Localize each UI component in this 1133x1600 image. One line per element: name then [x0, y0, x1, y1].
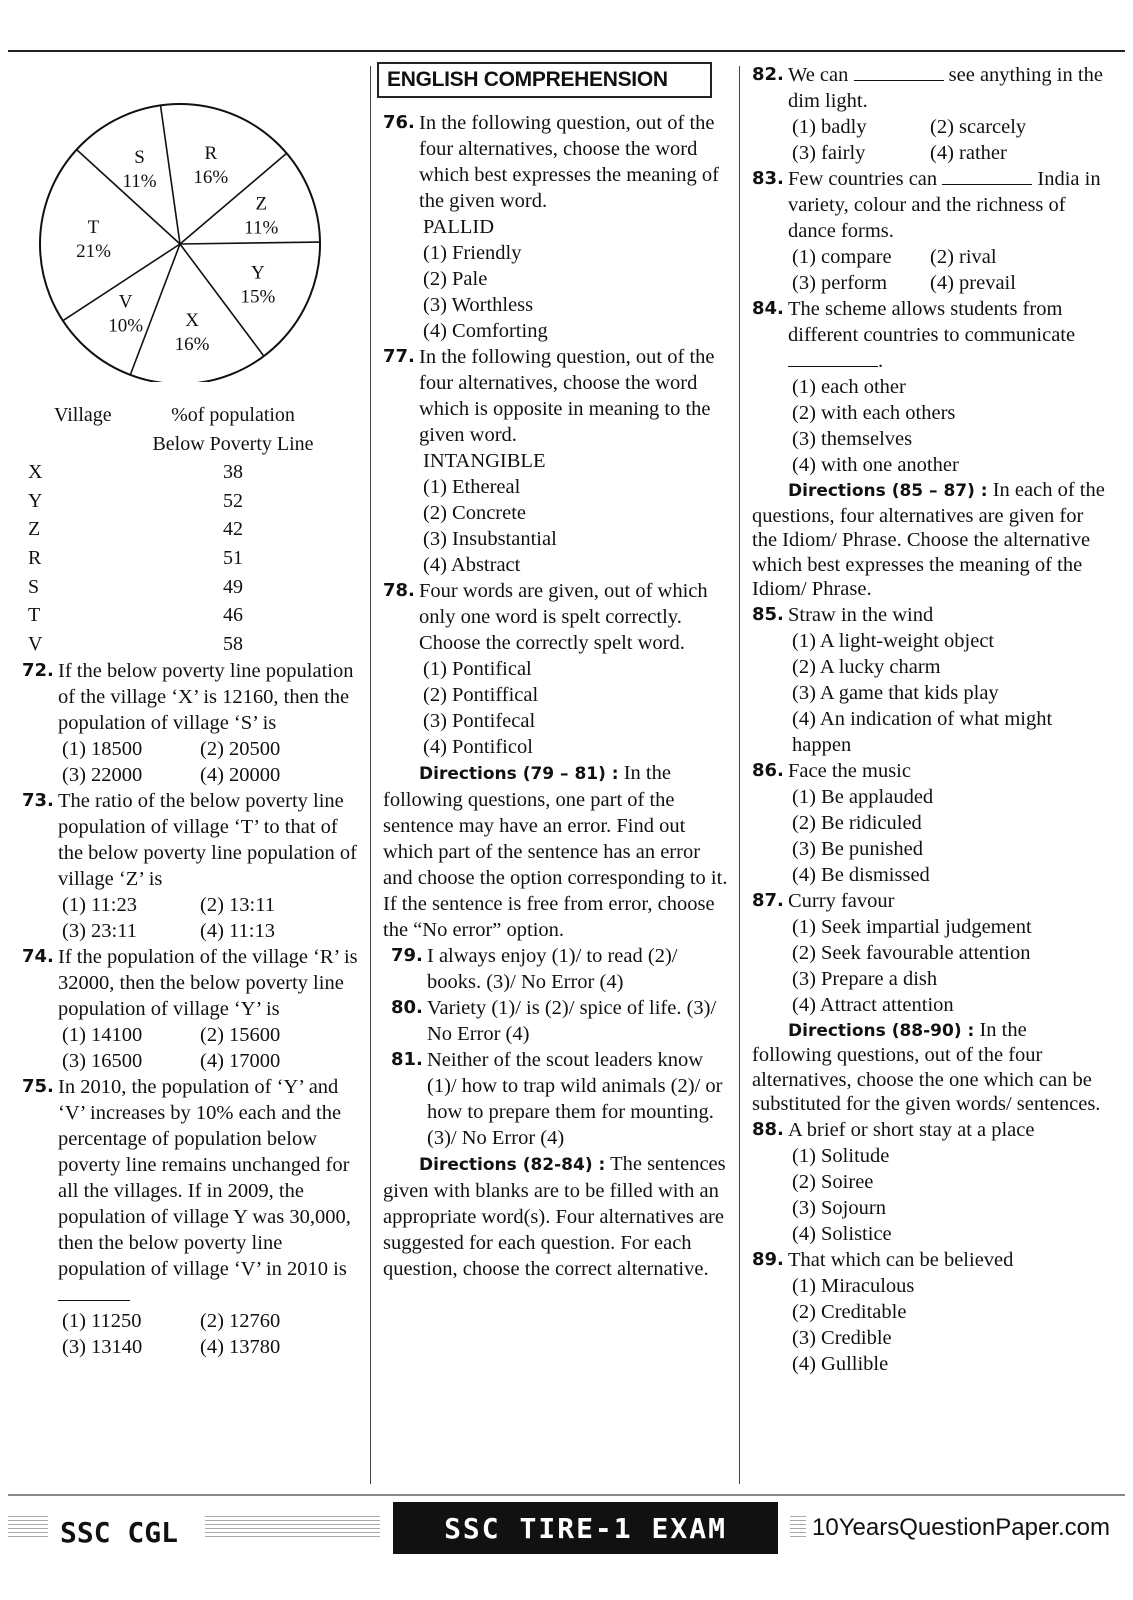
- option: (1) badly: [792, 116, 867, 138]
- question-number: 72.: [22, 660, 54, 682]
- option: (3) Insubstantial: [423, 528, 557, 550]
- option: (4) prevail: [930, 272, 1016, 294]
- question-text-part: see anything in the dim light.: [788, 64, 1103, 112]
- option: (2) A lucky charm: [792, 655, 941, 678]
- question-76: [383, 110, 728, 214]
- question-number: 82.: [752, 64, 784, 85]
- options: [22, 736, 362, 788]
- question-83: [752, 166, 1107, 244]
- footer-stripes: [205, 1516, 380, 1538]
- directions-text: The sentences given with blanks are to be filled with an appropriate word(s). Four alternatives are suggested for each question. For each question, choose the correct alternative.: [383, 1153, 726, 1280]
- option: (2) 12760: [200, 1310, 281, 1333]
- question-number: 81.: [391, 1049, 423, 1070]
- footer-rule: [8, 1494, 1125, 1496]
- question-number: 79.: [391, 945, 423, 966]
- option: (1) Friendly: [423, 242, 522, 264]
- table-cell-pct: 49: [223, 575, 243, 598]
- option: (3) Prepare a dish: [792, 967, 938, 990]
- table-cell-village: Y: [28, 489, 43, 512]
- option: (2) Be ridiculed: [792, 811, 922, 834]
- question-80: [383, 995, 728, 1047]
- poverty-table: [28, 401, 362, 658]
- column-1: [22, 62, 362, 1360]
- pie-slice-category: Z: [255, 193, 268, 215]
- question-text: In the following question, out of the four alternatives, choose the word which is opposite in meaning to the given word.: [419, 346, 715, 446]
- option: (2) Soiree: [792, 1170, 874, 1193]
- option: (3) 23:11: [62, 920, 137, 943]
- question-73: [22, 788, 362, 892]
- question-text-part: India in variety, colour and the richness of dance forms.: [788, 168, 1101, 242]
- options: [22, 1022, 362, 1074]
- option: (3) themselves: [792, 428, 913, 450]
- question-text: Straw in the wind: [788, 603, 934, 626]
- table-cell-pct: 46: [223, 604, 243, 627]
- column-2: [383, 62, 728, 1282]
- question-text: I always enjoy (1)/ to read (2)/ books. (3)/ No Error (4): [427, 945, 678, 993]
- option: (1) A light-weight object: [792, 629, 995, 652]
- option: (3) perform: [792, 272, 888, 294]
- question-text-part: Few countries can: [788, 168, 938, 190]
- question-number: 73.: [22, 790, 54, 812]
- option: (3) 16500: [62, 1050, 143, 1073]
- section-heading: ENGLISH COMPREHENSION: [377, 62, 712, 98]
- question-77: [383, 344, 728, 448]
- question-number: 78.: [383, 580, 415, 601]
- option: (4) Attract attention: [792, 993, 954, 1016]
- directions-88-90: [752, 1018, 1107, 1117]
- question-82: [752, 62, 1107, 114]
- table-cell-pct: 38: [223, 461, 243, 484]
- option: (2) Concrete: [423, 502, 527, 524]
- answer-blank: [788, 350, 878, 367]
- option: (1) compare: [792, 246, 892, 268]
- option: (2) with each others: [792, 402, 956, 424]
- question-text: Neither of the scout leaders know (1)/ how to trap wild animals (2)/ or how to prepare them for mounting. (3)/ No Error (4): [427, 1049, 723, 1149]
- option: (3) Be punished: [792, 837, 923, 860]
- directions-label: Directions (79 – 81) :: [419, 764, 619, 784]
- table-header-pct: %of population: [171, 404, 295, 426]
- footer-left-label: SSC CGL: [60, 1516, 179, 1549]
- question-74: [22, 944, 362, 1022]
- option: (3) Credible: [792, 1326, 892, 1349]
- pie-slice-category: V: [118, 291, 133, 313]
- footer-website: 10YearsQuestionPaper.com: [812, 1514, 1110, 1541]
- question-text-part: The scheme allows students from different countries to communicate: [788, 298, 1076, 346]
- question-87: [752, 888, 1107, 914]
- directions-label: Directions (85 – 87) :: [788, 481, 988, 501]
- question-72: [22, 658, 362, 736]
- option: (4) 11:13: [200, 920, 275, 943]
- option: (1) Be applauded: [792, 785, 934, 808]
- option: (2) Seek favourable attention: [792, 941, 1031, 964]
- option: (4) Be dismissed: [792, 863, 930, 886]
- question-number: 75.: [22, 1076, 54, 1098]
- question-78: [383, 578, 728, 656]
- option: (1) 11250: [62, 1310, 142, 1333]
- question-number: 76.: [383, 112, 415, 133]
- footer-stripes: [8, 1516, 48, 1538]
- directions-79-81: [383, 760, 728, 943]
- option: (4) Solistice: [792, 1222, 892, 1245]
- given-word: INTANGIBLE: [423, 450, 546, 472]
- directions-label: Directions (82-84) :: [419, 1155, 606, 1175]
- question-number: 84.: [752, 298, 784, 319]
- answer-blank: [58, 1284, 130, 1301]
- option: (1) Seek impartial judgement: [792, 915, 1032, 938]
- directions-82-84: [383, 1151, 728, 1282]
- question-text: [58, 1074, 362, 1308]
- given-word: PALLID: [423, 216, 494, 238]
- option: (2) Creditable: [792, 1300, 907, 1323]
- question-text: In the following question, out of the four alternatives, choose the word which best expresses the meaning of the given word.: [419, 112, 720, 212]
- question-text: That which can be believed: [788, 1248, 1014, 1271]
- column-3: [752, 62, 1107, 1377]
- option: (3) 22000: [62, 764, 143, 787]
- question-number: 86.: [752, 759, 784, 781]
- options: [22, 1308, 362, 1360]
- question-number: 83.: [752, 168, 784, 189]
- question-84: [752, 296, 1107, 374]
- question-text: If the population of the village ‘R’ is 32000, then the below poverty line population of village ‘Y’ is: [58, 946, 358, 1021]
- table-cell-pct: 58: [223, 632, 243, 655]
- directions-85-87: [752, 478, 1107, 602]
- table-cell-village: V: [28, 632, 43, 655]
- page-footer: [0, 1492, 1133, 1562]
- question-number: 77.: [383, 346, 415, 367]
- option: (1) 11:23: [62, 894, 137, 917]
- question-text: If the below poverty line population of the village ‘X’ is 12160, then the population of village ‘S’ is: [58, 660, 354, 735]
- option: (2) scarcely: [930, 116, 1027, 138]
- option: (1) Pontifical: [423, 658, 532, 680]
- pie-slice-value: 11%: [244, 217, 279, 239]
- option: (2) 13:11: [200, 894, 275, 917]
- pie-slice-category: Y: [251, 262, 265, 284]
- table-cell-village: T: [28, 604, 41, 627]
- directions-label: Directions (88-90) :: [788, 1020, 975, 1041]
- footer-exam-banner: SSC TIRE-1 EXAM: [393, 1502, 778, 1554]
- question-text-part: .: [878, 350, 884, 372]
- question-text: [788, 62, 1107, 114]
- options: [22, 892, 362, 944]
- option: (3) 13140: [62, 1336, 143, 1359]
- options: [752, 244, 1107, 296]
- option: (3) Worthless: [423, 294, 534, 316]
- option: (4) Gullible: [792, 1352, 889, 1375]
- question-number: 87.: [752, 889, 784, 911]
- table-cell-pct: 52: [223, 489, 243, 512]
- table-cell-pct: 42: [223, 518, 243, 541]
- question-75: [22, 1074, 362, 1308]
- question-text: Four words are given, out of which only one word is spelt correctly. Choose the correctly spelt word.: [419, 580, 708, 654]
- option: (4) 20000: [200, 764, 281, 787]
- table-cell-village: X: [28, 461, 43, 484]
- question-81: [383, 1047, 728, 1151]
- option: (1) Ethereal: [423, 476, 521, 498]
- column-divider: [370, 66, 371, 1484]
- question-79: [383, 943, 728, 995]
- question-88: [752, 1117, 1107, 1143]
- question-85: [752, 602, 1107, 628]
- directions-text: In the following questions, one part of the sentence may have an error. Find out which part of the sentence has an error and choose the option corresponding to it. If the sentence is free from error, choose the “No error” option.: [383, 762, 728, 941]
- table-cell-village: R: [28, 546, 42, 569]
- top-rule: [8, 50, 1125, 52]
- option: (2) Pontiffical: [423, 684, 539, 706]
- option: (4) rather: [930, 142, 1007, 164]
- option: (3) Sojourn: [792, 1196, 886, 1219]
- table-cell-pct: 51: [223, 546, 243, 569]
- question-86: [752, 758, 1107, 784]
- option: (4) 13780: [200, 1336, 281, 1359]
- option: (1) Miraculous: [792, 1274, 915, 1297]
- question-number: 80.: [391, 997, 423, 1018]
- option: (1) 18500: [62, 738, 143, 761]
- directions-text: In the following questions, out of the four alternatives, choose the one which can be substituted for the given words/ sentences.: [752, 1018, 1101, 1115]
- option: (2) 15600: [200, 1024, 281, 1047]
- pie-slice-value: 16%: [174, 333, 210, 355]
- option: (4) 17000: [200, 1050, 281, 1073]
- table-header-pct2: Below Poverty Line: [152, 432, 314, 455]
- pie-slice-category: S: [134, 147, 145, 169]
- table-cell-village: Z: [28, 518, 41, 541]
- question-text: Variety (1)/ is (2)/ spice of life. (3)/ No Error (4): [427, 997, 717, 1045]
- table-header-village: Village: [54, 404, 112, 426]
- question-text: The ratio of the below poverty line population of village ‘T’ to that of the below poverty line population of village ‘Z’ is: [58, 790, 357, 891]
- question-text: Curry favour: [788, 889, 895, 912]
- answer-blank: [854, 64, 944, 81]
- option: (3) A game that kids play: [792, 681, 999, 704]
- option: (4) with one another: [792, 454, 959, 476]
- question-text-body: In 2010, the population of ‘Y’ and ‘V’ increases by 10% each and the percentage of population below poverty line remains unchanged for all the villages. If in 2009, the population of village Y was 30,000, then the below poverty line population of village ‘V’ in 2010 is: [58, 1076, 351, 1281]
- pie-slice-value: 16%: [193, 166, 229, 188]
- option: (4) Pontificol: [423, 736, 533, 758]
- option: (4) Comforting: [423, 320, 548, 342]
- question-number: 88.: [752, 1118, 784, 1140]
- option: (1) 14100: [62, 1024, 143, 1047]
- pie-slice-value: 11%: [122, 171, 157, 193]
- question-text: A brief or short stay at a place: [788, 1118, 1035, 1141]
- question-89: [752, 1247, 1107, 1273]
- question-text: Face the music: [788, 759, 911, 782]
- question-number: 74.: [22, 946, 54, 968]
- table-cell-village: S: [28, 575, 40, 598]
- option: (4) An indication of what might happen: [792, 707, 1053, 756]
- options: [752, 114, 1107, 166]
- question-text: [788, 296, 1107, 374]
- pie-slice-category: T: [87, 217, 100, 239]
- option: (1) Solitude: [792, 1144, 890, 1167]
- option: (2) 20500: [200, 738, 281, 761]
- pie-chart: [22, 62, 362, 382]
- question-number: 89.: [752, 1248, 784, 1270]
- question-text-part: We can: [788, 64, 849, 86]
- pie-slice-category: X: [185, 309, 199, 331]
- option: (3) fairly: [792, 142, 866, 164]
- option: (1) each other: [792, 376, 906, 398]
- question-text: [788, 166, 1107, 244]
- pie-slice-value: 10%: [108, 315, 144, 337]
- option: (3) Pontifecal: [423, 710, 536, 732]
- column-divider: [739, 66, 740, 1484]
- pie-slice-value: 21%: [76, 241, 111, 263]
- question-number: 85.: [752, 603, 784, 625]
- directions-text: In each of the questions, four alternatives are given for the Idiom/ Phrase. Choose the alternative which best expresses the meaning of the Idiom/ Phrase.: [752, 479, 1105, 600]
- pie-slice-category: R: [204, 142, 218, 164]
- answer-blank: [942, 168, 1032, 185]
- pie-slice-value: 15%: [240, 286, 276, 308]
- option: (2) rival: [930, 246, 997, 268]
- option: (4) Abstract: [423, 554, 521, 576]
- footer-stripes: [790, 1516, 806, 1538]
- option: (2) Pale: [423, 268, 488, 290]
